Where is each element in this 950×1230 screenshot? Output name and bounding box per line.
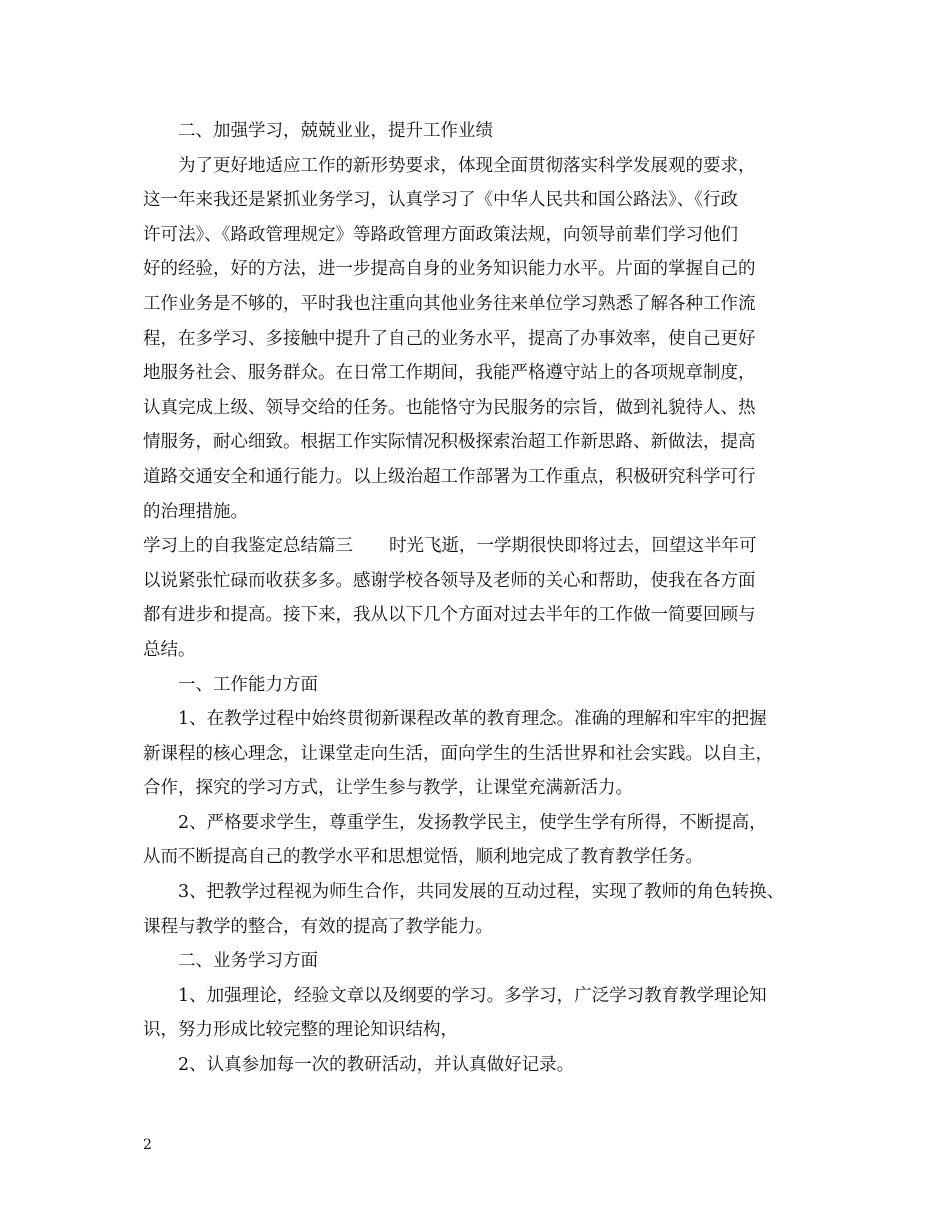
text-line	[143, 633, 823, 668]
text-line	[143, 391, 823, 426]
text-line	[143, 252, 823, 287]
text-line	[143, 979, 823, 1014]
text-line-content: 好的经验，好的方法，进一步提高自身的业务知识能力水平。片面的掌握自己的	[143, 259, 756, 280]
text-line	[143, 771, 823, 806]
text-line-content: 课程与教学的整合，有效的提高了教学能力。	[143, 916, 493, 937]
text-line-content: 许可法》、《路政管理规定》等路政管理方面政策法规，向领导前辈们学习他们	[143, 224, 738, 245]
text-line-content: 认真完成上级、领导交给的任务。也能恪守为民服务的宗旨，做到礼貌待人、热	[143, 397, 756, 418]
text-line-content: 程，在多学习、多接触中提升了自己的业务水平，提高了办事效率，使自己更好	[143, 328, 756, 349]
text-line	[143, 356, 823, 391]
text-line-content: 一、工作能力方面	[178, 674, 318, 695]
text-line-content: 都有进步和提高。接下来，我从以下几个方面对过去半年的工作做一简要回顾与	[143, 605, 756, 626]
document-body	[143, 114, 823, 1083]
text-line	[143, 564, 823, 599]
text-line-content: 这一年来我还是紧抓业务学习，认真学习了《中华人民共和国公路法》、《行政	[143, 190, 738, 211]
text-line-content: 识，努力形成比较完整的理论知识结构，	[143, 1020, 458, 1041]
text-line-content: 从而不断提高自己的教学水平和思想觉悟，顺利地完成了教育教学任务。	[143, 847, 703, 868]
text-line	[143, 425, 823, 460]
text-line	[143, 114, 823, 149]
text-line-content: 的治理措施。	[143, 501, 248, 522]
text-line	[143, 218, 823, 253]
text-line	[143, 737, 823, 772]
text-line-content: 情服务，耐心细致。根据工作实际情况积极探索治超工作新思路、新做法，提高	[143, 432, 756, 453]
text-line	[143, 149, 823, 184]
text-line	[143, 806, 823, 841]
text-line	[143, 495, 823, 530]
text-line-content: 2、认真参加每一次的教研活动，并认真做好记录。	[178, 1055, 575, 1076]
text-line-content: 学习上的自我鉴定总结篇三	[143, 536, 353, 557]
text-line	[143, 322, 823, 357]
text-line	[143, 875, 823, 910]
text-line	[143, 460, 823, 495]
text-line	[143, 287, 823, 322]
text-line-content: 合作，探究的学习方式，让学生参与教学，让课堂充满新活力。	[143, 778, 633, 799]
text-line	[143, 840, 823, 875]
text-line	[143, 598, 823, 633]
text-line-content: 1、加强理论，经验文章以及纲要的学习。多学习，广泛学习教育教学理论知	[178, 985, 767, 1006]
text-line	[143, 529, 823, 564]
text-line	[143, 702, 823, 737]
text-line-content: 2、严格要求学生，尊重学生，发扬教学民主，使学生学有所得，不断提高，	[178, 812, 767, 833]
page-number: 2	[143, 1137, 152, 1153]
text-line	[143, 1048, 823, 1083]
text-line-content: 新课程的核心理念，让课堂走向生活，面向学生的生活世界和社会实践。以自主，	[143, 743, 773, 764]
text-line	[143, 668, 823, 703]
text-line-content: 为了更好地适应工作的新形势要求，体现全面贯彻落实科学发展观的要求，	[178, 155, 756, 176]
text-line	[143, 944, 823, 979]
text-line-content: 工作业务是不够的，平时我也注重向其他业务往来单位学习熟悉了解各种工作流	[143, 293, 756, 314]
text-line	[143, 1013, 823, 1048]
text-line-content: 二、加强学习，兢兢业业，提升工作业绩	[178, 121, 493, 141]
text-line	[143, 910, 823, 945]
text-line-content: 以说紧张忙碌而收获多多。感谢学校各领导及老师的关心和帮助，使我在各方面	[143, 570, 756, 591]
text-line-content: 道路交通安全和通行能力。以上级治超工作部署为工作重点，积极研究科学可行	[143, 466, 756, 487]
text-line-tail: 时光飞逝，一学期很快即将过去，回望这半年可	[389, 536, 757, 557]
text-line-content: 地服务社会、服务群众。在日常工作期间，我能严格遵守站上的各项规章制度，	[143, 363, 756, 384]
text-line-content: 3、把教学过程视为师生合作，共同发展的互动过程，实现了教师的角色转换、	[178, 882, 785, 903]
text-line-content: 总结。	[143, 639, 196, 660]
text-line-content: 1、在教学过程中始终贯彻新课程改革的教育理念。准确的理解和牢牢的把握	[178, 709, 767, 730]
text-line	[143, 183, 823, 218]
text-line-content: 二、业务学习方面	[178, 951, 318, 972]
